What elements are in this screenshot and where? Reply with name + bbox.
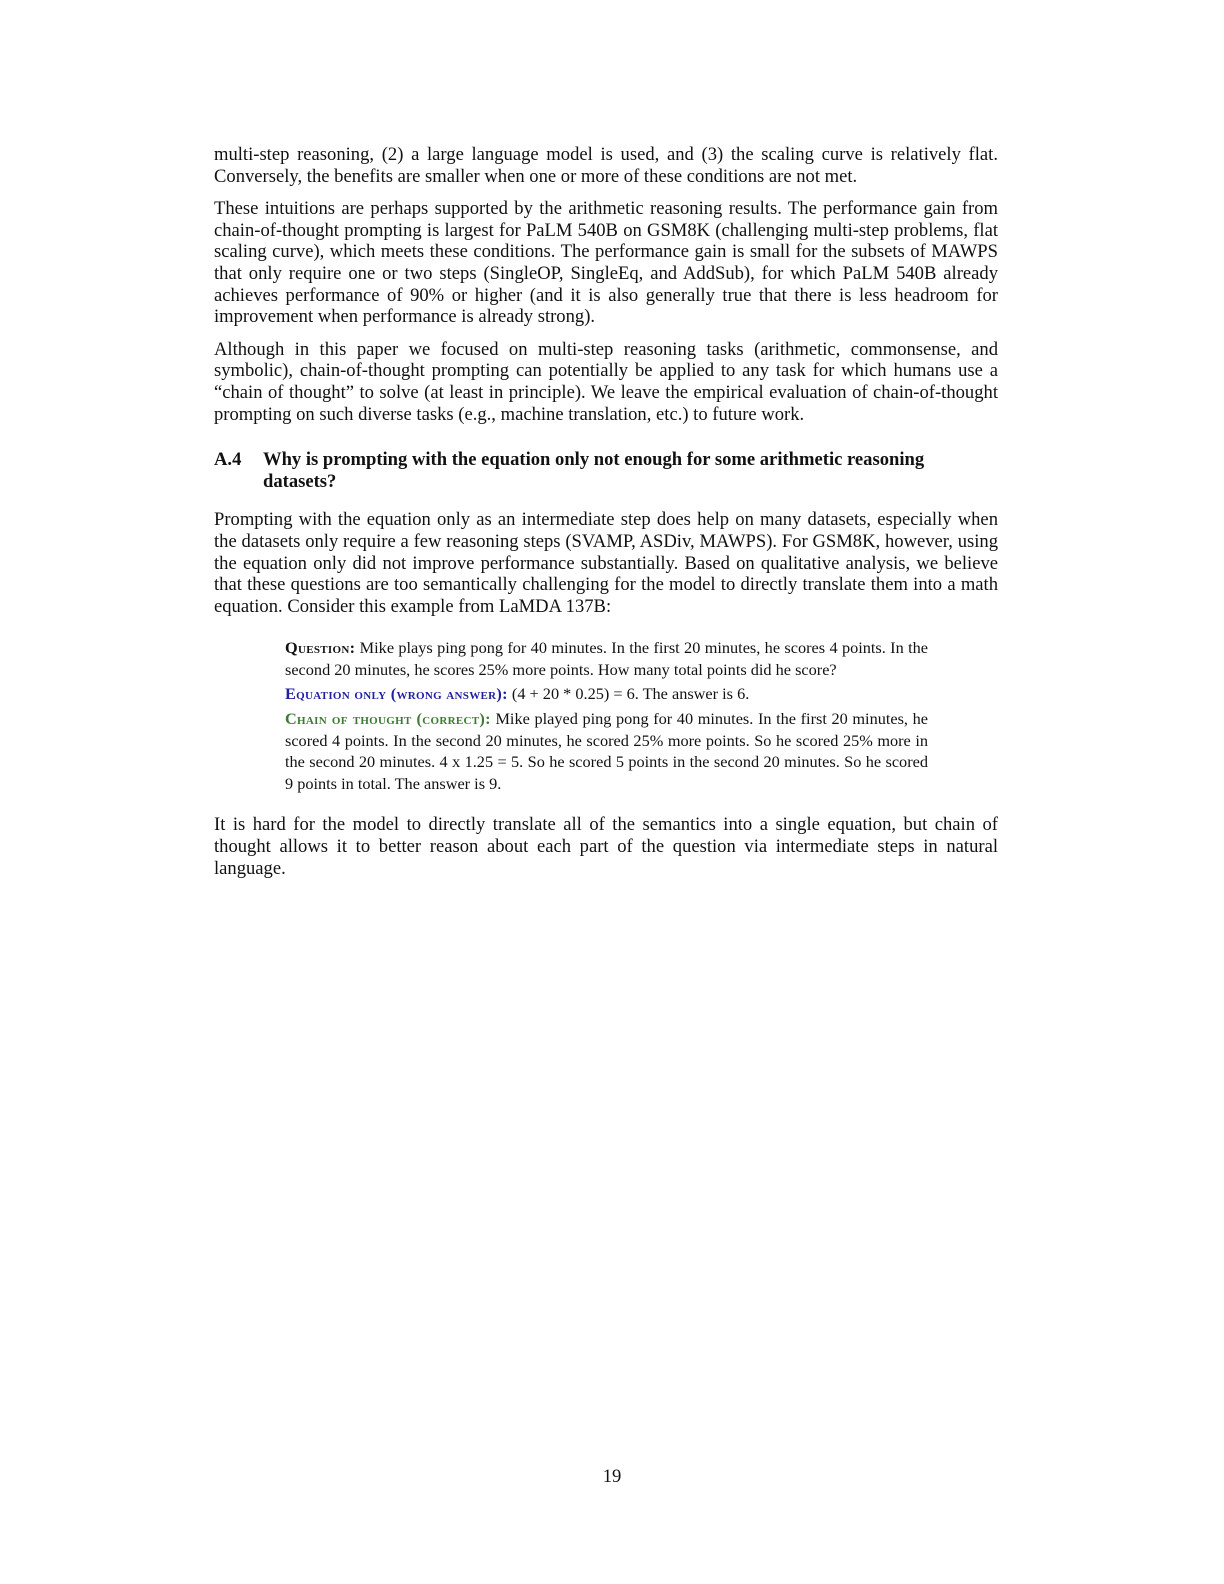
question-label: Question: (285, 638, 356, 658)
example-question (285, 637, 928, 680)
equation-only-label: Equation only (wrong answer): (285, 684, 508, 704)
page-number: 19 (602, 1466, 622, 1487)
section-title: Why is prompting with the equation only not enough for some arithmetic reasoning datasets? (263, 449, 925, 492)
question-text: Mike plays ping pong for 40 minutes. In the first 20 minutes, he scores 4 points. In the second 20 minutes, he scores 25% more points. How many total points did he score? (285, 638, 928, 679)
paragraph-other-tasks: Although in this paper we focused on multi-step reasoning tasks (arithmetic, commonsense, and symbolic), chain-of-thought prompting can potentially be applied to any task for which humans use a “chain of thought” to solve (at least in principle). We leave the empirical evaluation of chain-of-thought prompting on such diverse tasks (e.g., machine translation, etc.) to future work. (214, 338, 998, 425)
main-text-column (214, 144, 998, 890)
example-chain-of-thought (285, 708, 928, 794)
chain-of-thought-text: Mike played ping pong for 40 minutes. In the first 20 minutes, he scored 4 points. In the second 20 minutes, he scored 25% more points. So he scored 25% more in the second 20 minutes. 4 x 1.25 = 5. So he scored 5 points in the second 20 minutes. So he scored 9 points in total. The answer is 9. (285, 709, 928, 793)
paragraph-section-intro: Prompting with the equation only as an intermediate step does help on many datasets, especially when the datasets only require a few reasoning steps (SVAMP, ASDiv, MAWPS). For GSM8K, however, using the equation only did not improve performance substantially. Based on qualitative analysis, we believe that these questions are too semantically challenging for the model to directly translate them into a math equation. Consider this example from LaMDA 137B: (214, 509, 998, 617)
paragraph-conditions: multi-step reasoning, (2) a large language model is used, and (3) the scaling curve is relatively flat. Conversely, the benefits are smaller when one or more of these conditions are not met. (214, 144, 998, 187)
equation-only-text: (4 + 20 * 0.25) = 6. The answer is 6. (511, 684, 750, 704)
paragraph-arithmetic-results: These intuitions are perhaps supported by the arithmetic reasoning results. The performance gain from chain-of-thought prompting is largest for PaLM 540B on GSM8K (challenging multi-step problems, flat scaling curve), which meets these conditions. The performance gain is small for the subsets of MAWPS that only require one or two steps (SingleOP, SingleEq, and AddSub), for which PaLM 540B already achieves performance of 90% or higher (and it is also generally true that there is less headroom for improvement when performance is already strong). (214, 198, 998, 328)
section-number: A.4 (214, 449, 242, 471)
example-box (285, 637, 928, 794)
paragraph-closing: It is hard for the model to directly translate all of the semantics into a single equation, but chain of thought allows it to better reason about each part of the question via intermediate steps in natural language. (214, 814, 998, 879)
chain-of-thought-label: Chain of thought (correct): (285, 709, 491, 729)
example-equation-only (285, 683, 928, 705)
section-heading (214, 449, 998, 492)
